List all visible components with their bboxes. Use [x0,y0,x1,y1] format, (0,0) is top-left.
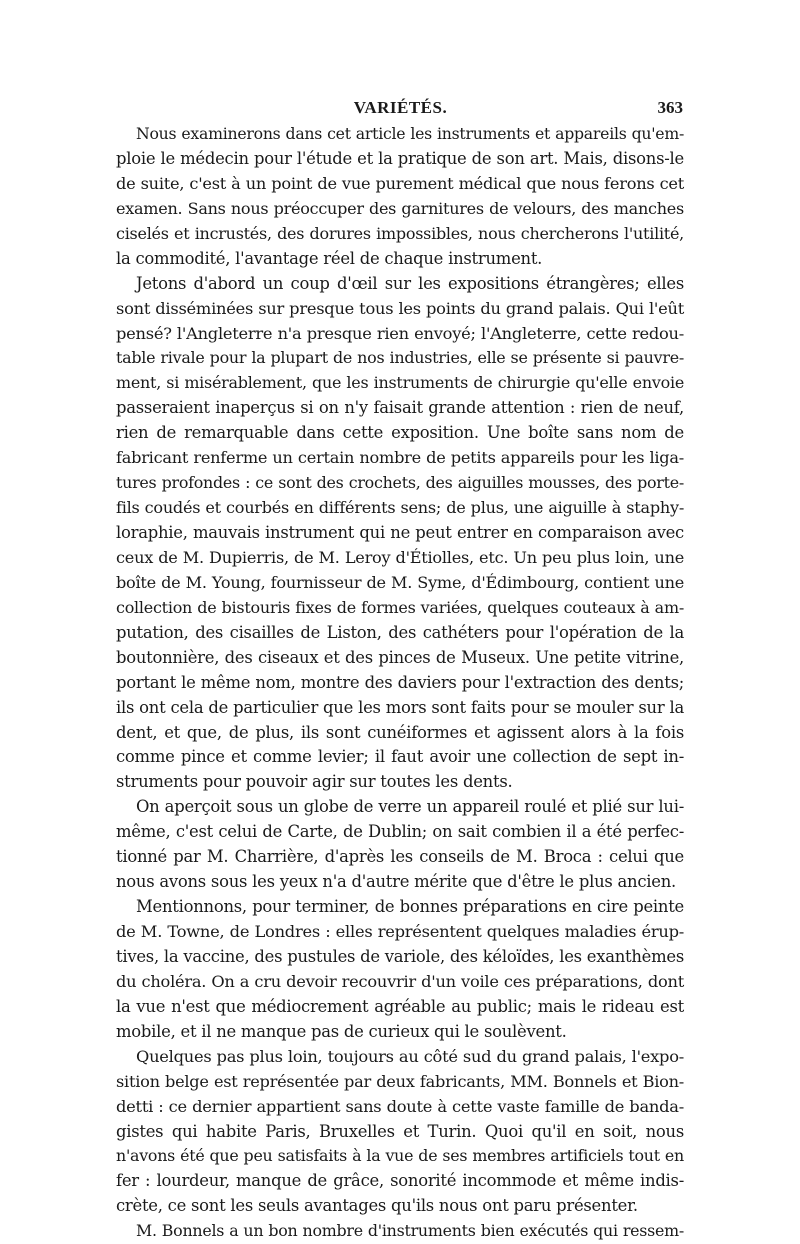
text-line: comme pince et comme levier; il faut avoir une collection de sept in- [116,747,684,767]
text-line: boutonnière, des ciseaux et des pinces de Museux. Une petite vitrine, [116,647,684,667]
text-line: pensé? l'Angleterre n'a presque rien envoyé; l'Angleterre, cette redou- [116,323,684,343]
text-line: gistes qui habite Paris, Bruxelles et Turin. Quoi qu'il en soit, nous [116,1121,684,1141]
text-line: Mentionnons, pour terminer, de bonnes préparations en cire peinte [136,897,684,917]
text-line: rien de remarquable dans cette exposition. Une boîte sans nom de [116,423,684,443]
text-line: examen. Sans nous préoccuper des garnitures de velours, des manches [116,198,684,218]
text-line: passeraient inaperçus si on n'y faisait grande attention : rien de neuf, [116,398,684,418]
text-line: Jetons d'abord un coup d'œil sur les expositions étrangères; elles [136,273,684,293]
text-line: fils coudés et courbés en différents sens; de plus, une aiguille à staphy- [116,498,684,518]
text-line: dent, et que, de plus, ils sont cunéiformes et agissent alors à la fois [116,722,684,742]
text-line: collection de bistouris fixes de formes variées, quelques couteaux à am- [116,597,684,617]
page-number: 363 [657,98,683,117]
text-line: M. Bonnels a un bon nombre d'instruments bien exécutés qui ressem- [136,1221,684,1241]
text-line: de M. Towne, de Londres : elles représentent quelques maladies érup- [116,922,684,941]
text-line: sition belge est représentée par deux fabricants, MM. Bonnels et Bion- [116,1071,684,1091]
text-line: fer : lourdeur, manque de grâce, sonorité incommode et même indis- [116,1171,684,1191]
text-line: portant le même nom, montre des daviers pour l'extraction des dents; [116,672,684,692]
text-line: même, c'est celui de Carte, de Dublin; on sait combien il a été perfec- [116,822,684,842]
text-line: tionné par M. Charrière, d'après les conseils de M. Broca : celui que [116,847,684,867]
text-line: boîte de M. Young, fournisseur de M. Syme, d'Édimbourg, contient une [116,572,684,592]
text-line: struments pour pouvoir agir sur toutes les dents. [116,772,513,792]
text-line: mobile, et il ne manque pas de curieux qui le soulèvent. [116,1021,567,1041]
body-text [116,122,684,1244]
text-line: tives, la vaccine, des pustules de variole, des kéloïdes, les exanthèmes [116,946,685,966]
text-line: ploie le médecin pour l'étude et la pratique de son art. Mais, disons-le [116,148,684,168]
text-line: fabricant renferme un certain nombre de petits appareils pour les liga- [116,448,684,468]
text-line: la vue n'est que médiocrement agréable au public; mais le rideau est [116,996,684,1016]
text-line: loraphie, mauvais instrument qui ne peut entrer en comparaison avec [116,523,684,542]
text-line: crète, ce sont les seuls avantages qu'ils nous ont paru présenter. [116,1196,638,1216]
running-title: VARIÉTÉS. [353,98,448,117]
text-line: Nous examinerons dans cet article les instruments et appareils qu'em- [136,124,684,143]
text-line: ils ont cela de particulier que les mors sont faits pour se mouler sur la [116,697,684,717]
text-line: ment, si misérablement, que les instruments de chirurgie qu'elle envoie [116,373,684,393]
text-line: la commodité, l'avantage réel de chaque instrument. [116,248,543,268]
text-line: ciselés et incrustés, des dorures impossibles, nous chercherons l'utilité, [116,223,684,243]
text-line: ceux de M. Dupierris, de M. Leroy d'Étiolles, etc. Un peu plus loin, une [116,547,684,567]
text-line: de suite, c'est à un point de vue purement médical que nous ferons cet [116,173,684,193]
page-header [118,98,683,124]
text-line: du choléra. On a cru devoir recouvrir d'un voile ces préparations, dont [116,971,684,991]
text-line: Quelques pas plus loin, toujours au côté sud du grand palais, l'expo- [136,1046,684,1066]
text-line: table rivale pour la plupart de nos industries, elle se présente si pauvre- [116,348,684,368]
text-line: putation, des cisailles de Liston, des cathéters pour l'opération de la [116,622,684,642]
text-line: On aperçoit sous un globe de verre un appareil roulé et plié sur lui- [136,797,684,817]
text-line: tures profondes : ce sont des crochets, des aiguilles mousses, des porte- [116,473,684,493]
text-line: sont disséminées sur presque tous les points du grand palais. Qui l'eût [116,298,684,318]
text-line: nous avons sous les yeux n'a d'autre mérite que d'être le plus ancien. [116,872,676,892]
text-line: n'avons été que peu satisfaits à la vue de ses membres artificiels tout en [116,1146,684,1166]
text-line: detti : ce dernier appartient sans doute à cette vaste famille de banda- [116,1096,684,1116]
